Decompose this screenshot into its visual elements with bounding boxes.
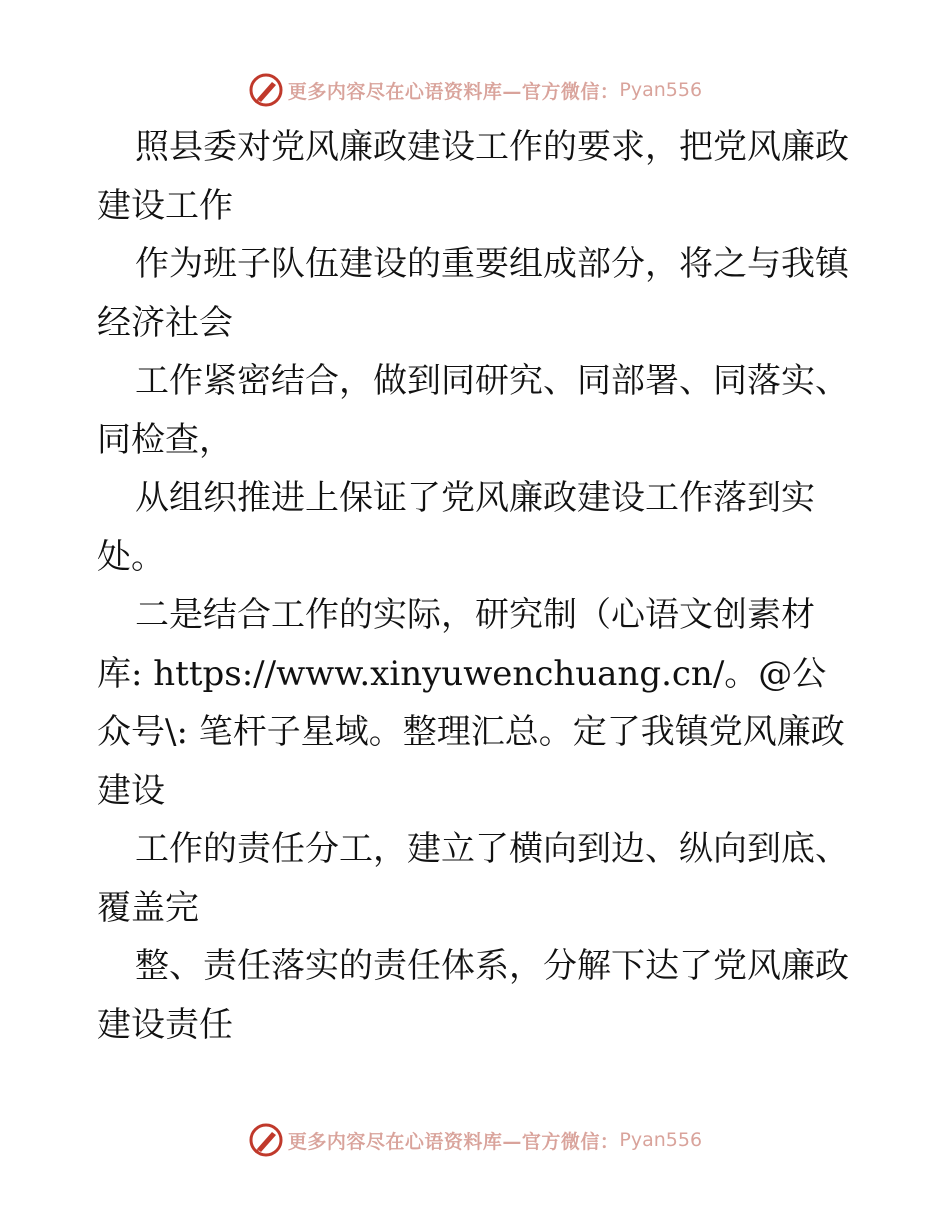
paragraph: 二是结合工作的实际，研究制（心语文创素材库: https://www.xinyuwenchuang.cn/。@公众号\: 笔杆子星域。整理汇总。定了我镇党风廉政建设 [97,595,845,811]
footer-watermark-banner [0,1118,950,1162]
header-banner-wechat-id: Pyan556 [619,79,703,101]
footer-banner-text: 更多内容尽在心语资料库—官方微信： [287,1130,620,1153]
paragraph: 工作的责任分工，建立了横向到边、纵向到底、覆盖完 [97,829,849,928]
pen-logo-icon [248,72,284,108]
document-body [97,118,857,1054]
paragraph: 作为班子队伍建设的重要组成部分，将之与我镇经济社会 [97,244,849,343]
paragraph: 照县委对党风廉政建设工作的要求，把党风廉政建设工作 [97,127,849,226]
header-watermark-banner [0,68,950,112]
paragraph: 工作紧密结合，做到同研究、同部署、同落实、同检查， [97,361,849,460]
footer-banner-wechat-id: Pyan556 [619,1129,703,1151]
pen-logo-icon [248,1122,284,1158]
paragraph: 整、责任落实的责任体系，分解下达了党风廉政建设责任 [97,946,849,1045]
header-banner-text: 更多内容尽在心语资料库—官方微信： [287,80,620,103]
paragraph: 从组织推进上保证了党风廉政建设工作落到实处。 [97,478,815,577]
